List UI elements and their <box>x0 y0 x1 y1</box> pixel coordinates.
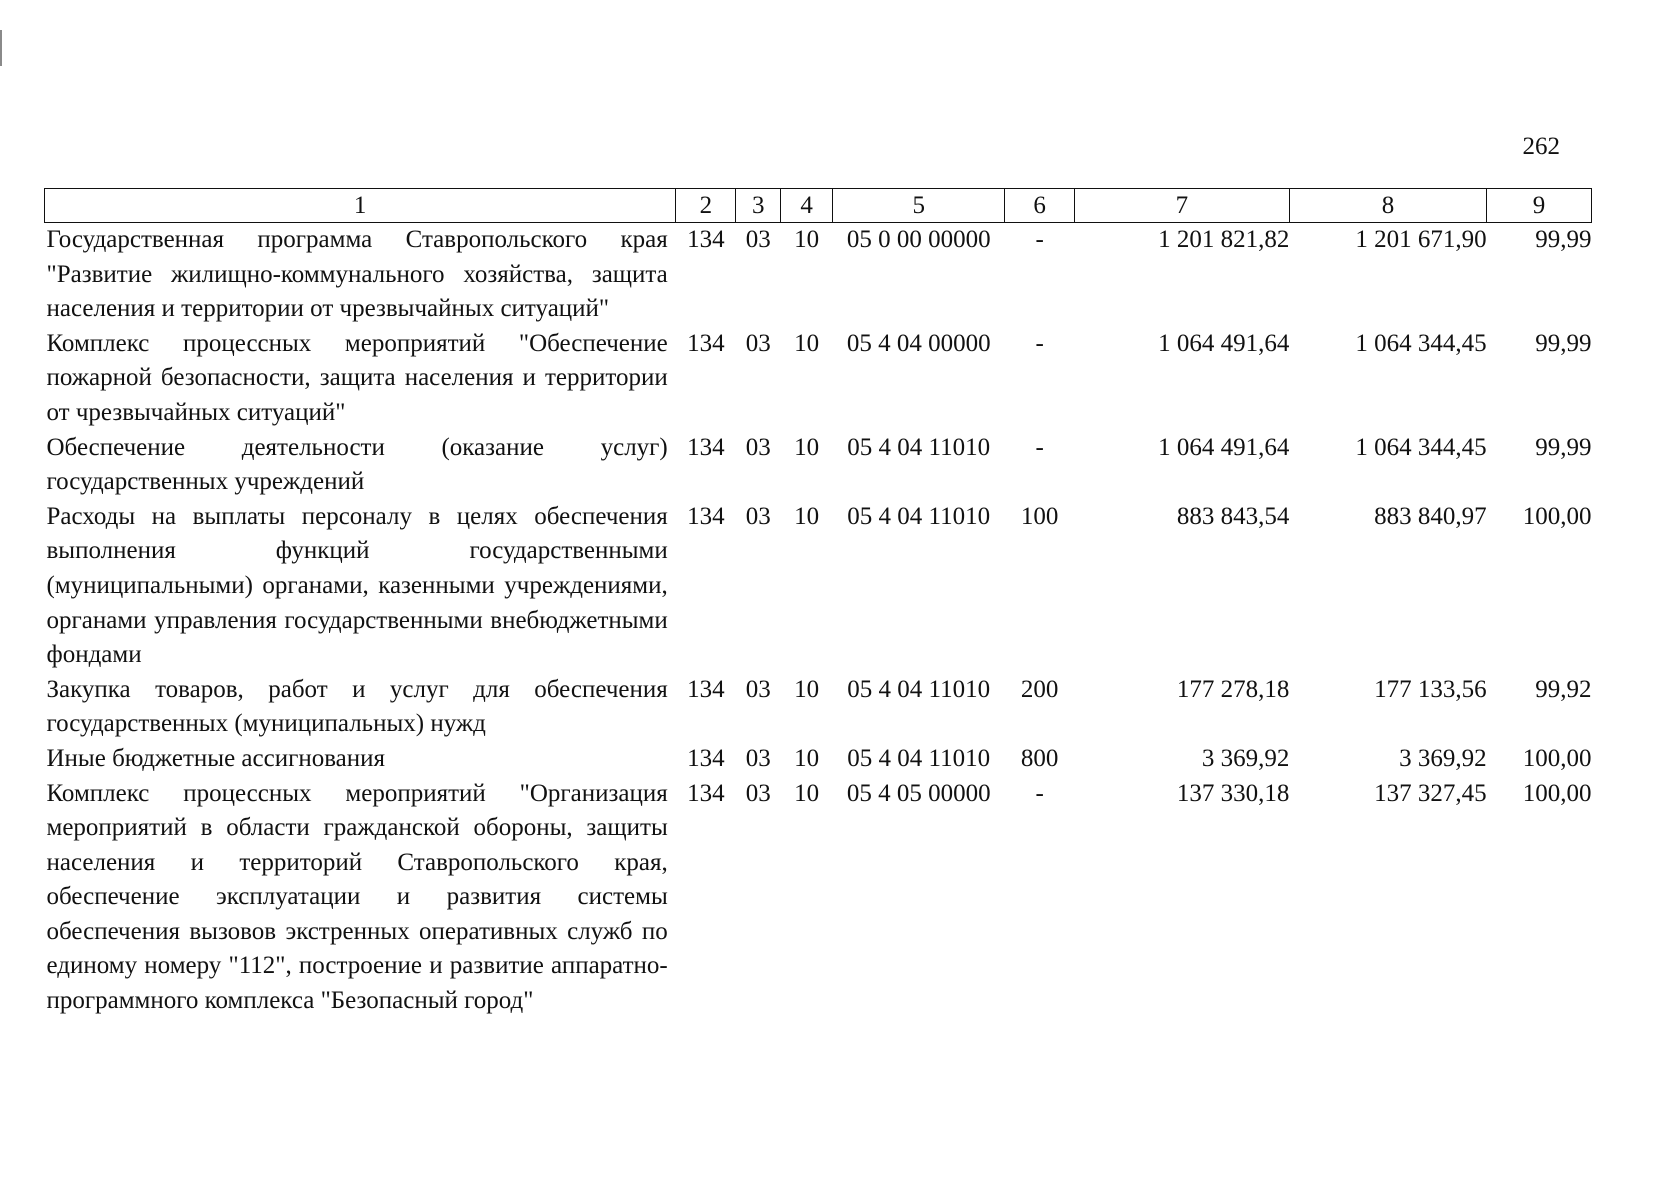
table-row <box>45 223 1592 327</box>
execution-percent: 100,00 <box>1522 502 1592 530</box>
planned-amount: 1 201 821,82 <box>1158 226 1290 253</box>
actual-amount: 3 369,92 <box>1399 744 1487 772</box>
code-subsection: 10 <box>794 226 820 253</box>
code-subsection: 10 <box>794 675 820 703</box>
code-section: 03 <box>745 502 771 530</box>
table-row <box>45 431 1592 500</box>
column-header-6: 6 <box>1005 189 1075 223</box>
code-expense-type: - <box>1035 779 1044 807</box>
planned-amount: 3 369,92 <box>1201 744 1290 772</box>
code-target: 05 4 04 00000 <box>846 329 991 357</box>
code-expense-type: 200 <box>1020 675 1059 703</box>
code-section: 03 <box>745 744 771 772</box>
code-expense-type: - <box>1035 433 1044 461</box>
code-admin: 134 <box>687 675 725 703</box>
execution-percent: 100,00 <box>1522 744 1592 772</box>
column-header-8: 8 <box>1289 189 1486 223</box>
item-name: Комплекс процессных мероприятий "Организация мероприятий в области гражданской обороны, защиты населения и территорий Ставропольского края, обеспечение эксплуатации и развития системы обеспечения вызовов экстренных оперативных служб по единому номеру "112", построение и развитие аппаратно-программного комплекса "Безопасный город" <box>46 779 668 1015</box>
code-subsection: 10 <box>794 329 820 357</box>
code-target: 05 4 04 11010 <box>847 675 991 703</box>
actual-amount: 1 201 671,90 <box>1355 226 1487 253</box>
code-subsection: 10 <box>794 502 820 530</box>
code-subsection: 10 <box>794 744 820 772</box>
actual-amount: 883 840,97 <box>1374 502 1487 530</box>
actual-amount: 177 133,56 <box>1374 675 1487 703</box>
execution-percent: 99,92 <box>1535 675 1592 703</box>
table-row <box>45 500 1592 673</box>
code-target: 05 4 05 00000 <box>846 779 991 807</box>
table-header <box>45 189 1592 223</box>
code-admin: 134 <box>687 502 725 530</box>
column-header-1: 1 <box>45 189 676 223</box>
execution-percent: 99,99 <box>1535 329 1592 357</box>
table-row <box>45 742 1592 777</box>
planned-amount: 883 843,54 <box>1176 502 1290 530</box>
code-section: 03 <box>745 675 771 703</box>
table-row <box>45 327 1592 431</box>
execution-percent: 100,00 <box>1522 779 1592 807</box>
item-name: Закупка товаров, работ и услуг для обеспечения государственных (муниципальных) нужд <box>46 675 668 738</box>
code-section: 03 <box>745 226 771 253</box>
table-row <box>45 673 1592 742</box>
item-name: Обеспечение деятельности (оказание услуг) государственных учреждений <box>46 433 668 496</box>
code-section: 03 <box>745 779 771 807</box>
table-row <box>45 777 1592 1019</box>
execution-percent: 99,99 <box>1535 433 1592 461</box>
page-number: 262 <box>1522 133 1560 160</box>
actual-amount: 1 064 344,45 <box>1355 433 1487 461</box>
code-expense-type: - <box>1035 226 1044 253</box>
scan-edge-mark <box>0 30 2 66</box>
code-subsection: 10 <box>794 433 820 461</box>
code-expense-type: 800 <box>1020 744 1059 772</box>
code-section: 03 <box>745 433 771 461</box>
code-target: 05 0 00 00000 <box>846 226 991 253</box>
budget-table <box>44 188 1592 1019</box>
column-header-4: 4 <box>781 189 833 223</box>
code-admin: 134 <box>687 744 725 772</box>
item-name: Расходы на выплаты персоналу в целях обеспечения выполнения функций государственными (муниципальными) органами, казенными учреждениями, органами управления государственными внебюджетными фондами <box>46 502 668 669</box>
code-target: 05 4 04 11010 <box>847 744 991 772</box>
planned-amount: 1 064 491,64 <box>1158 433 1290 461</box>
code-admin: 134 <box>687 226 725 253</box>
code-admin: 134 <box>687 433 725 461</box>
column-header-2: 2 <box>676 189 736 223</box>
code-expense-type: 100 <box>1020 502 1059 530</box>
table-body <box>45 223 1592 1019</box>
code-expense-type: - <box>1035 329 1044 357</box>
item-name: Комплекс процессных мероприятий "Обеспечение пожарной безопасности, защита населения и территории от чрезвычайных ситуаций" <box>46 329 668 426</box>
actual-amount: 137 327,45 <box>1374 779 1487 807</box>
item-name: Государственная программа Ставропольского края "Развитие жилищно-коммунального хозяйства, защита населения и территории от чрезвычайных ситуаций" <box>46 226 668 323</box>
planned-amount: 1 064 491,64 <box>1158 329 1290 357</box>
code-section: 03 <box>745 329 771 357</box>
column-header-7: 7 <box>1074 189 1289 223</box>
planned-amount: 177 278,18 <box>1176 675 1290 703</box>
header-row <box>45 189 1592 223</box>
actual-amount: 1 064 344,45 <box>1355 329 1487 357</box>
item-name: Иные бюджетные ассигнования <box>46 744 386 772</box>
code-target: 05 4 04 11010 <box>847 502 991 530</box>
column-header-9: 9 <box>1487 189 1592 223</box>
code-subsection: 10 <box>794 779 820 807</box>
planned-amount: 137 330,18 <box>1176 779 1290 807</box>
code-admin: 134 <box>687 329 725 357</box>
execution-percent: 99,99 <box>1535 226 1592 253</box>
column-header-3: 3 <box>736 189 781 223</box>
code-target: 05 4 04 11010 <box>847 433 991 461</box>
code-admin: 134 <box>687 779 725 807</box>
column-header-5: 5 <box>833 189 1005 223</box>
